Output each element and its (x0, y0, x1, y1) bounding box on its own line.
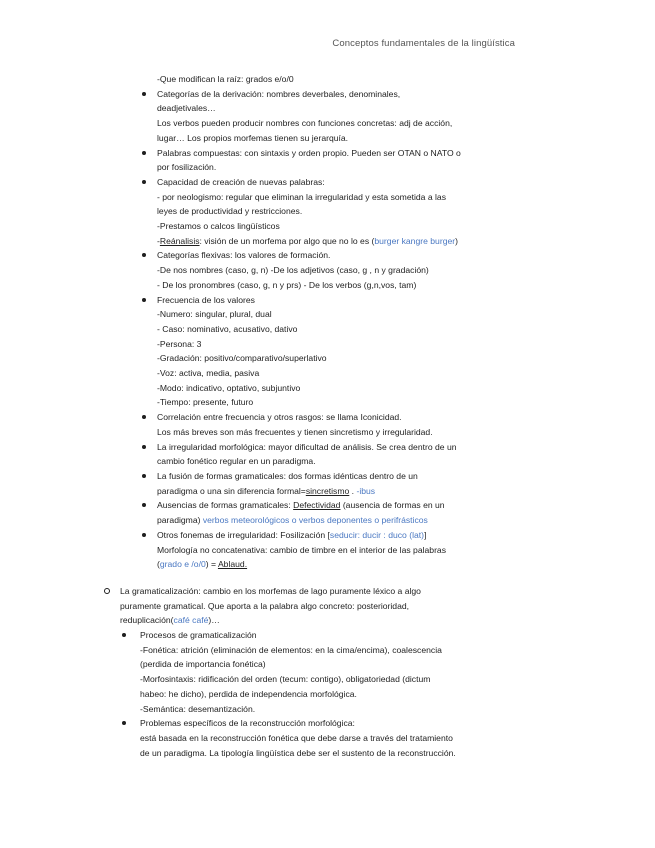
example-text: verbos meteorológicos o verbos deponentes o perifrásticos (202, 515, 428, 526)
bullet-icon (142, 180, 146, 184)
text-line: Morfología no concatenativa: cambio de timbre en el interior de las palabras (157, 544, 447, 555)
bullet-icon (142, 253, 146, 257)
underlined-term: sincretismo (305, 485, 350, 496)
text-line: puramente gramatical. Que aporta a la palabra algo concreto: posterioridad, (120, 600, 410, 611)
list-item: Capacidad de creación de nuevas palabras: (100, 175, 520, 190)
list-item: Palabras compuestas: con sintaxis y orden propio. Pueden ser OTAN o NATO o (100, 146, 520, 161)
text-line: -Tiempo: presente, futuro (157, 397, 254, 408)
underlined-term: Ablaud. (217, 559, 248, 570)
example-text: café café (173, 615, 209, 626)
list-item: Categorías flexivas: los valores de formación. (100, 248, 520, 263)
text-line: -Persona: 3 (157, 338, 202, 349)
text-line: reduplicación(café café)… (120, 615, 220, 626)
text-line: -Semántica: desemantización. (140, 703, 256, 714)
list-item: La fusión de formas gramaticales: dos formas idénticas dentro de un (100, 469, 520, 484)
text-line: lugar… Los propios morfemas tienen su jerarquía. (157, 132, 349, 143)
text-line: leyes de productividad y restricciones. (157, 206, 303, 217)
text-line: -Voz: activa, media, pasiva (157, 368, 260, 379)
text-line: -Prestamos o calcos lingüísticos (157, 221, 280, 232)
text-line: -Reánalisis: visión de un morfema por algo que no lo es (burger kangre burger) (157, 235, 458, 246)
bullet-icon (142, 298, 146, 302)
bullet-icon (142, 474, 146, 478)
bullet-icon (142, 151, 146, 155)
text-line: cambio fonético regular en un paradigma. (157, 456, 316, 467)
bullet-icon (142, 533, 146, 537)
example-text: burger kangre burger (374, 235, 456, 246)
list-item: Correlación entre frecuencia y otros rasgos: se llama Iconicidad. (100, 410, 520, 425)
text-line: -Numero: singular, plural, dual (157, 309, 272, 320)
page-body (100, 72, 520, 760)
text-line: -Que modifican la raíz: grados e/o/0 (157, 74, 294, 84)
text-line: deadjetivales… (157, 103, 216, 114)
text-line: por fosilización. (157, 162, 217, 173)
text-line: paradigma) verbos meteorológicos o verbos deponentes o perifrásticos (157, 515, 428, 526)
text-line: - Caso: nominativo, acusativo, dativo (157, 323, 298, 334)
text-line: Los verbos pueden producir nombres con funciones concretas: adj de acción, (157, 118, 453, 129)
text-line: -Morfosintaxis: ridificación del orden (tecum: contigo), obligatoriedad (dictum (140, 674, 431, 685)
bullet-icon (142, 415, 146, 419)
bullet-icon (142, 503, 146, 507)
bullet-icon (122, 633, 126, 637)
list-item: Categorías de la derivación: nombres deverbales, denominales, (100, 87, 520, 102)
text-line: -Gradación: positivo/comparativo/superlativo (157, 353, 327, 364)
list-item: Otros fonemas de irregularidad: Fosilización [seducir: ducir : duco (lat)] (100, 528, 520, 543)
list-item: La gramaticalización: cambio en los morfemas de lago puramente léxico a algo (100, 584, 520, 599)
list-item: Ausencias de formas gramaticales: Defectividad (ausencia de formas en un (100, 498, 520, 513)
text-line: (perdida de importancia fonética) (140, 659, 266, 670)
text-line: -Modo: indicativo, optativo, subjuntivo (157, 382, 301, 393)
underlined-term: Reánalisis (159, 235, 200, 246)
list-item: Frecuencia de los valores (100, 293, 520, 308)
text-line: paradigma o una sin diferencia formal=sincretismo . -ibus (157, 485, 376, 496)
text-line: -Fonética: atrición (eliminación de elementos: en la cima/encima), coalescencia (140, 644, 442, 655)
list-item: Problemas específicos de la reconstrucción morfológica: (100, 716, 520, 731)
text-line: habeo: he dicho), perdida de independencia morfológica. (140, 688, 357, 699)
list-item: Procesos de gramaticalización (100, 628, 520, 643)
bullet-icon (122, 721, 126, 725)
bullet-icon (142, 92, 146, 96)
running-header: Conceptos fundamentales de la lingüística (332, 38, 515, 49)
example-text: grado e /o/0 (159, 559, 206, 570)
text-line: - por neologismo: regular que eliminan la irregularidad y esta sometida a las (157, 191, 446, 202)
text-line: está basada en la reconstrucción fonética que debe darse a través del tratamiento (140, 732, 453, 743)
text-line: de un paradigma. La tipología lingüística debe ser el sustento de la reconstrucción. (140, 747, 456, 758)
list-item: La irregularidad morfológica: mayor dificultad de análisis. Se crea dentro de un (100, 440, 520, 455)
underlined-term: Defectividad (293, 500, 341, 511)
text-line: Los más breves son más frecuentes y tienen sincretismo y irregularidad. (157, 426, 433, 437)
example-text: -ibus (356, 485, 376, 496)
text-line: -De nos nombres (caso, g, n) -De los adjetivos (caso, g , n y gradación) (157, 265, 429, 276)
example-text: seducir: ducir : duco (lat) (329, 529, 425, 540)
circle-bullet-icon (104, 588, 110, 594)
text-line: (grado e /o/0) = Ablaud. (157, 559, 248, 570)
text-line: - De los pronombres (caso, g, n y prs) - De los verbos (g,n,vos, tam) (157, 279, 417, 290)
bullet-icon (142, 445, 146, 449)
